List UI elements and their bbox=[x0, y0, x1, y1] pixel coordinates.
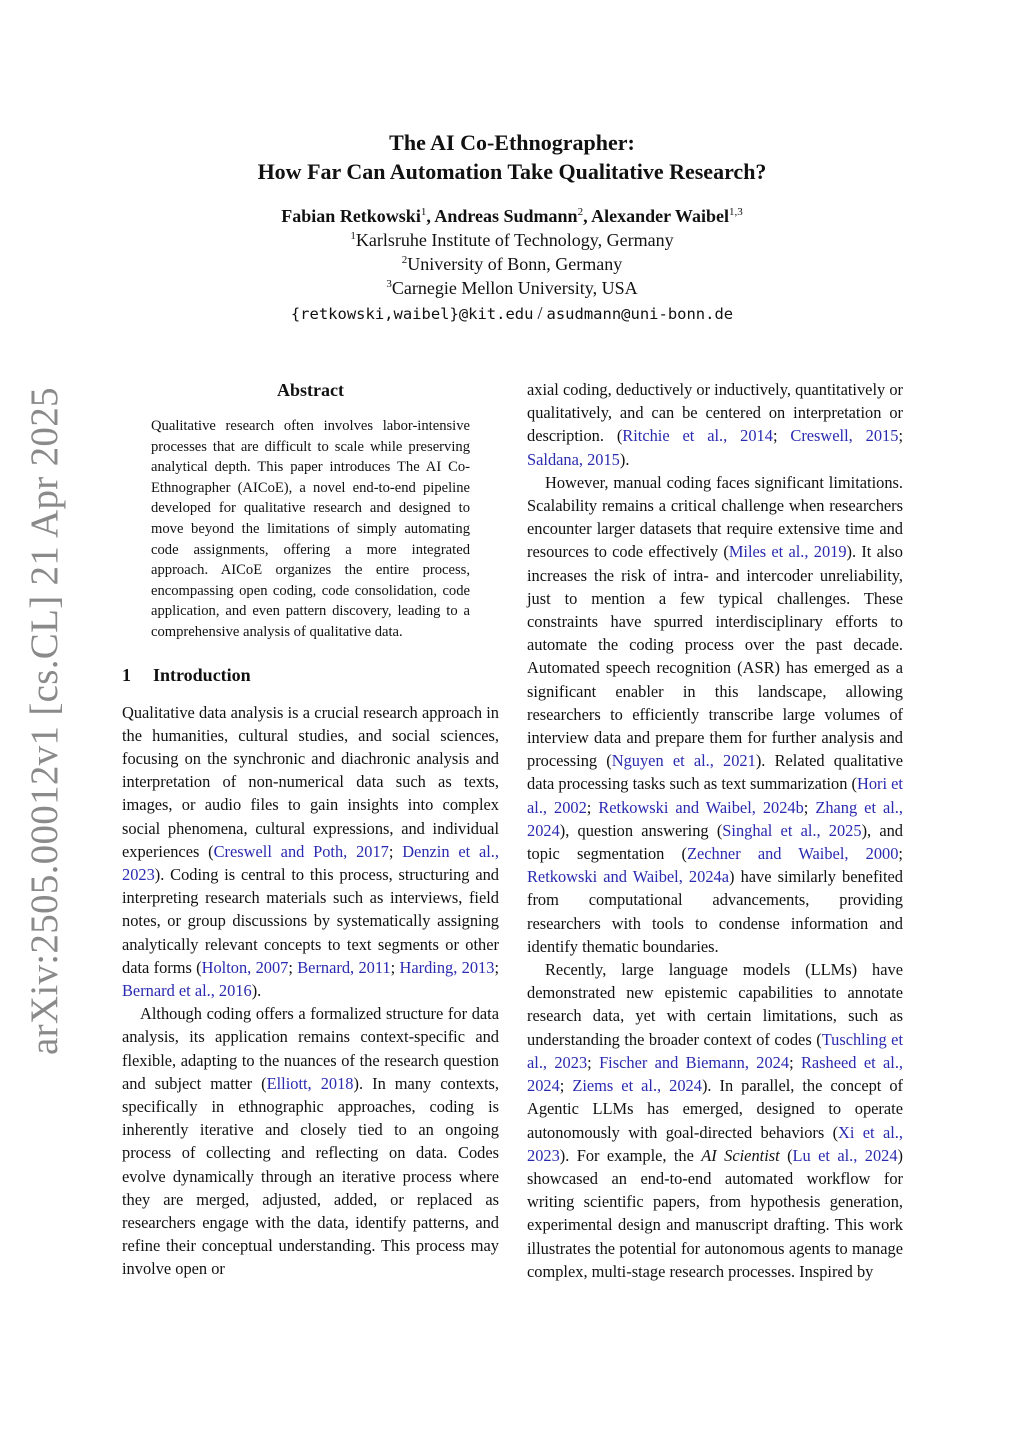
citation-link[interactable]: Fischer and Biemann, 2024 bbox=[599, 1052, 790, 1072]
paper-header bbox=[112, 128, 912, 327]
author-affiliation-marker: 1 bbox=[420, 206, 427, 218]
citation-link[interactable]: Zechner and Waibel, 2000 bbox=[686, 844, 899, 864]
citation-link[interactable]: Lu et al., 2024 bbox=[792, 1145, 898, 1165]
author-name: Fabian Retkowski bbox=[281, 206, 421, 226]
citation-link[interactable]: Retkowski and Waibel, 2024b bbox=[598, 797, 804, 817]
right-column bbox=[527, 378, 903, 1283]
title-line-2: How Far Can Automation Take Qualitative Research? bbox=[257, 159, 767, 184]
italic-text: AI Scientist bbox=[701, 1145, 780, 1165]
title-line-1: The AI Co-Ethnographer: bbox=[389, 130, 635, 155]
body-paragraph: However, manual coding faces significant limitations. Scalability remains a critical challenge when researchers encounter larger datasets that require extensive time and resources to code effectively (Miles et al., 2019). It also increases the risk of intra- and intercoder unreliability, just to mention a few typical challenges. These constraints have spurred interdisciplinary efforts to automate the coding process over the past decade. Automated speech recognition (ASR) has emerged as a significant enabler in this landscape, allowing researchers to efficiently transcribe large volumes of interview data and prepare them for further analysis and processing (Nguyen et al., 2021). Related qualitative data processing tasks such as text summarization (Hori et al., 2002; Retkowski and Waibel, 2024b; Zhang et al., 2024), question answering (Singhal et al., 2025), and topic segmentation (Zechner and Waibel, 2000; Retkowski and Waibel, 2024a) have similarly benefited from computational advancements, providing researchers with tools to condense information and identify thematic boundaries. bbox=[527, 472, 903, 956]
email-kit: {retkowski,waibel}@kit.edu bbox=[290, 305, 534, 323]
citation-link[interactable]: Harding, 2013 bbox=[399, 957, 495, 977]
affiliation-list bbox=[112, 228, 912, 300]
author-affiliation-marker: 2 bbox=[577, 206, 584, 218]
citation-link[interactable]: Nguyen et al., 2021 bbox=[611, 751, 756, 771]
citation-link[interactable]: Miles et al., 2019 bbox=[728, 542, 847, 562]
paper-title bbox=[112, 128, 912, 186]
citation-link[interactable]: Retkowski and Waibel, 2024a bbox=[527, 867, 729, 887]
email-separator: / bbox=[537, 303, 543, 323]
left-column bbox=[122, 374, 499, 1281]
citation-link[interactable]: Holton, 2007 bbox=[201, 957, 289, 977]
body-paragraph: axial coding, deductively or inductively, quantitatively or qualitatively, and can be centered on interpretation or description. (Ritchie et al., 2014; Creswell, 2015; Saldana, 2015). bbox=[527, 380, 903, 469]
citation-link[interactable]: Xi et al., 2023 bbox=[527, 1122, 903, 1165]
body-paragraph: Qualitative data analysis is a crucial research approach in the humanities, cultural studies, and social sciences, focusing on the synchronic and diachronic analysis and interpretation of non-numerical data such as texts, images, or audio files to gain insights into complex social phenomena, cultural expressions, and individual experiences (Creswell and Poth, 2017; Denzin et al., 2023). Coding is central to this process, structuring and interpreting research materials such as interviews, field notes, or group discussions by systematically assigning analytically relevant concepts to text segments or other data forms (Holton, 2007; Bernard, 2011; Harding, 2013; Bernard et al., 2016). bbox=[122, 702, 499, 1000]
citation-link[interactable]: Bernard et al., 2016 bbox=[122, 980, 252, 1000]
author-name: Andreas Sudmann bbox=[434, 206, 578, 226]
author-affiliation-marker: 1,3 bbox=[728, 206, 743, 218]
citation-link[interactable]: Tuschling et al., 2023 bbox=[527, 1029, 904, 1072]
email-bonn: asudmann@uni-bonn.de bbox=[546, 305, 734, 323]
citation-link[interactable]: Singhal et al., 2025 bbox=[722, 820, 862, 840]
body-paragraph: Although coding offers a formalized structure for data analysis, its application remains context-specific and flexible, adapting to the nuances of the research question and subject matter (Elliott, 2018). In many contexts, specifically in ethnographic approaches, coding is inherently iterative and closely tied to an ongoing process of collecting and reflecting on data. Codes evolve dynamically through an iterative process where they are merged, adjusted, added, or replaced as researchers engage with the data, identify patterns, and refine their conceptual understanding. This process may involve open or bbox=[122, 1004, 499, 1279]
left-body-text bbox=[122, 701, 499, 1281]
citation-link[interactable]: Rasheed et al., 2024 bbox=[527, 1052, 904, 1096]
citation-link[interactable]: Creswell and Poth, 2017 bbox=[213, 841, 389, 861]
citation-link[interactable]: Elliott, 2018 bbox=[266, 1073, 354, 1093]
author-list: Fabian Retkowski$^1$, Andreas Sudmann$^2$, Alexander Waibel$^{1,3}$ bbox=[281, 206, 743, 226]
abstract-heading: Abstract bbox=[277, 380, 344, 400]
abstract-body: Qualitative research often involves labor-intensive processes that are difficult to scale while preserving analytical depth. This paper introduces The AI Co-Ethnographer (AICoE), a novel end-to-end pipeline developed for qualitative research and designed to move beyond the limitations of simply automating code assignments, offering a more integrated approach. AICoE organizes the entire process, encompassing open coding, code consolidation, code application, and even pattern discovery, leading to a comprehensive analysis of qualitative data. bbox=[151, 418, 470, 640]
author-name: Alexander Waibel bbox=[591, 206, 729, 226]
affiliation-line: $^2$University of Bonn, Germany bbox=[401, 254, 623, 274]
section-heading bbox=[122, 663, 499, 687]
citation-link[interactable]: Ritchie et al., 2014 bbox=[622, 426, 773, 446]
citation-link[interactable]: Ziems et al., 2024 bbox=[572, 1076, 702, 1096]
section-number: 1 bbox=[122, 664, 131, 685]
citation-link[interactable]: Hori et al., 2002 bbox=[527, 774, 903, 817]
email-line bbox=[112, 300, 912, 327]
right-body-text bbox=[527, 378, 903, 1283]
arxiv-identifier-stamp: arXiv:2505.00012v1 [cs.CL] 21 Apr 2025 bbox=[23, 387, 66, 1055]
affiliation-line: $^1$Karlsruhe Institute of Technology, Germany bbox=[350, 230, 674, 250]
citation-link[interactable]: Zhang et al., 2024 bbox=[527, 797, 903, 840]
affiliation-line: $^3$Carnegie Mellon University, USA bbox=[386, 278, 638, 298]
section-title: Introduction bbox=[153, 664, 251, 685]
body-paragraph: Recently, large language models (LLMs) have demonstrated new epistemic capabilities to annotate research data, yet with certain limitations, such as understanding the broader context of codes (Tuschling et al., 2023; Fischer and Biemann, 2024; Rasheed et al., 2024; Ziems et al., 2024). In parallel, the concept of Agentic LLMs has emerged, designed to operate autonomously with goal-directed behaviors (Xi et al., 2023). For example, the AI Scientist (Lu et al., 2024) showcased an end-to-end automated workflow for writing scientific papers, from hypothesis generation, experimental design and manuscript drafting. This work illustrates the potential for autonomous agents to manage complex, multi-stage research processes. Inspired by bbox=[527, 960, 904, 1281]
citation-link[interactable]: Bernard, 2011 bbox=[297, 957, 391, 977]
citation-link[interactable]: Denzin et al., 2023 bbox=[122, 841, 499, 884]
citation-link[interactable]: Saldana, 2015 bbox=[527, 449, 620, 469]
citation-link[interactable]: Creswell, 2015 bbox=[790, 426, 899, 446]
